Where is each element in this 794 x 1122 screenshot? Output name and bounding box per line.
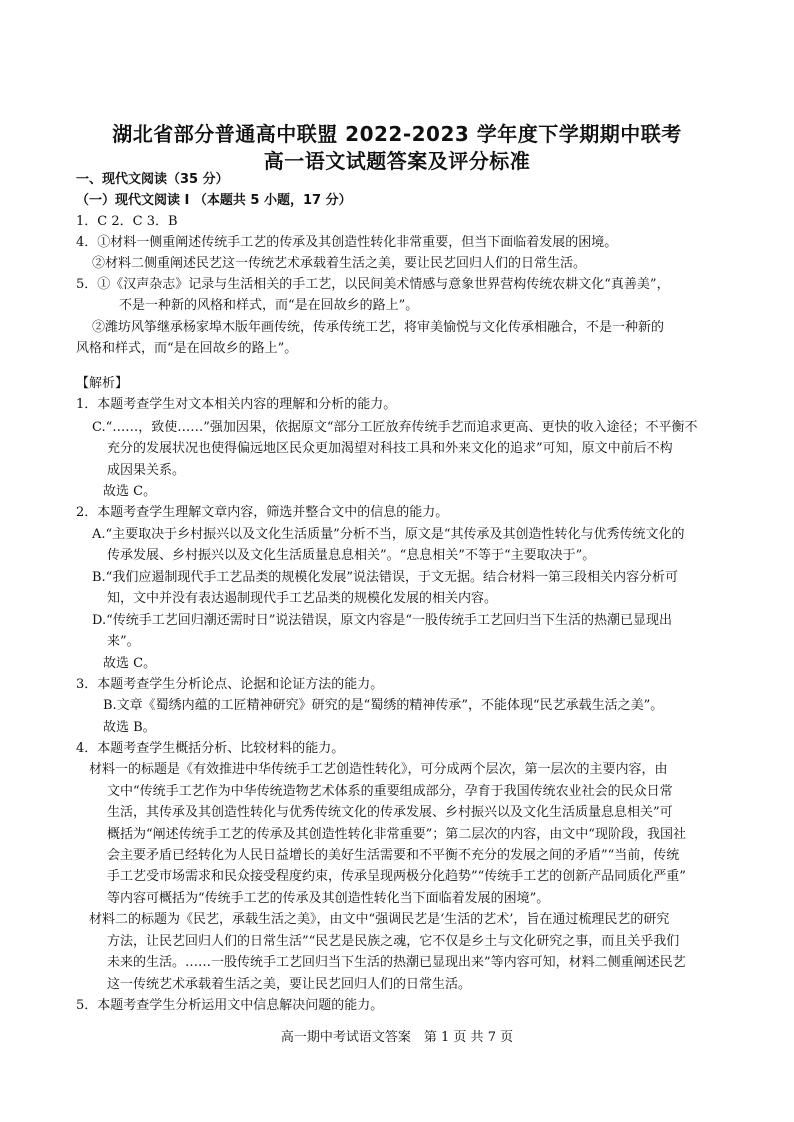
analysis-line: 手工艺受市场需求和民众接受程度约束，传承呈现两极分化趋势”“传统手工艺的创新产品同质化严重” — [107, 869, 686, 884]
analysis-line: 未来的生活。……一股传统手工艺回归当下生活的热潮已显现出来”等内容可知，材料二侧重阐述民艺 — [107, 955, 686, 970]
analysis-line: 生活，其传承及其创造性转化与优秀传统文化的传承发展、乡村振兴以及文化生活质量息息相关”可 — [107, 805, 673, 820]
analysis-line: 1．本题考查学生对文本相关内容的理解和分析的能力。 — [76, 397, 397, 412]
analysis-line: 这一传统艺术承载着生活之美，要让民艺回归人们的日常生活。 — [107, 977, 472, 992]
answer-line: ②潍坊风筝继承杨家埠木版年画传统，传承传统工艺，将审美愉悦与文化传承相融合，不是一种新的 — [92, 320, 665, 335]
analysis-line: C.“……，致使……”强加因果，依据原文“部分工匠放弃传统手艺而追求更高、更快的收入途径；不平衡不 — [92, 420, 698, 435]
analysis-line: 5．本题考查学生分析运用文中信息解决问题的能力。 — [76, 998, 384, 1013]
page-footer: 高一期中考试语文答案 第 1 页 共 7 页 — [280, 1030, 514, 1045]
analysis-line: 成因果关系。 — [107, 463, 186, 478]
answer-line: 4．①材料一侧重阐述传统手工艺的传承及其创造性转化非常重要，但当下面临着发展的困境。 — [76, 235, 618, 250]
analysis-line: 传承发展、乡村振兴以及文化生活质量息息相关”。“息息相关”不等于“主要取决于”。 — [107, 548, 596, 563]
analysis-line: 材料二的标题为《民艺，承载生活之美》，由文中“强调民艺是‘生活的艺术’，旨在通过梳理民艺的研究 — [89, 912, 670, 927]
analysis-line: 概括为“阐述传统手工艺的传承及其创造性转化非常重要”；第二层次的内容，由文中“现阶段，我国社 — [107, 827, 686, 842]
answer-line: 风格和样式，而“是在回故乡的路上”。 — [76, 341, 298, 356]
document-subtitle: 高一语文试题答案及评分标准 — [263, 149, 531, 173]
analysis-line: 会主要矛盾已经转化为人民日益增长的美好生活需要和不平衡不充分的发展之间的矛盾”“当前，传统 — [107, 848, 680, 863]
analysis-line: 4．本题考查学生概括分析、比较材料的能力。 — [76, 741, 345, 756]
analysis-line: A.“主要取决于乡村振兴以及文化生活质量”分析不当，原文是“其传承及其创造性转化与优秀传统文化的 — [92, 527, 685, 542]
analysis-line: B.“我们应遏制现代手工艺品类的规模化发展”说法错误，于文无据。结合材料一第三段相关内容分析可 — [92, 570, 678, 585]
analysis-line: 知，文中并没有表达遏制现代手工艺品类的规模化发展的相关内容。 — [107, 591, 498, 606]
document-title: 湖北省部分普通高中联盟 2022-2023 学年度下学期期中联考 — [112, 122, 682, 146]
section-heading: 一、现代文阅读（35 分） — [76, 172, 229, 187]
analysis-line: 故选 B。 — [103, 720, 156, 735]
analysis-line: 充分的发展状况也使得偏远地区民众更加渴望对科技工具和外来文化的追求”可知，原文中前后不构 — [107, 441, 673, 456]
answer-line: 不是一种新的风格和样式，而“是在回故乡的路上”。 — [119, 298, 419, 313]
answer-line: 1．C 2．C 3．B — [76, 214, 178, 229]
subsection-heading: （一）现代文阅读 I （本题共 5 小题，17 分） — [76, 193, 352, 208]
analysis-line: B.文章《蜀绣内蕴的工匠精神研究》研究的是“蜀绣的精神传承”，不能体现“民艺承载生活之美”。 — [103, 698, 664, 713]
answer-line: ②材料二侧重阐述民艺这一传统艺术承载着生活之美，要让民艺回归人们的日常生活。 — [92, 256, 587, 271]
answer-line: 5．①《汉声杂志》记录与生活相关的手工艺，以民间美术情感与意象世界营构传统农耕文化“真善美”， — [76, 277, 670, 292]
analysis-line: 2．本题考查学生理解文章内容，筛选并整合文中的信息的能力。 — [76, 505, 449, 520]
analysis-line: 3．本题考查学生分析论点、论据和论证方法的能力。 — [76, 677, 384, 692]
analysis-line: 文中“传统手工艺作为中华传统造物艺术体系的重要组成部分，孕育于我国传统农业社会的民众日常 — [107, 784, 673, 799]
analysis-line: 材料一的标题是《有效推进中华传统手工艺创造性转化》，可分成两个层次，第一层次的主要内容，由 — [89, 762, 668, 777]
analysis-heading: 【解析】 — [76, 376, 129, 391]
analysis-line: 故选 C。 — [103, 656, 157, 671]
analysis-line: 等内容可概括为“传统手工艺的传承及其创造性转化当下面临着发展的困境”。 — [107, 891, 550, 906]
analysis-line: 来”。 — [107, 634, 140, 649]
analysis-line: D.“传统手工艺回归潮还需时日”说法错误，原文内容是“一股传统手工艺回归当下生活的热潮已显现出 — [92, 613, 673, 628]
analysis-line: 方法，让民艺回归人们的日常生活”“民艺是民族之魂，它不仅是乡土与文化研究之事，而且关乎我们 — [107, 934, 680, 949]
analysis-line: 故选 C。 — [103, 484, 157, 499]
